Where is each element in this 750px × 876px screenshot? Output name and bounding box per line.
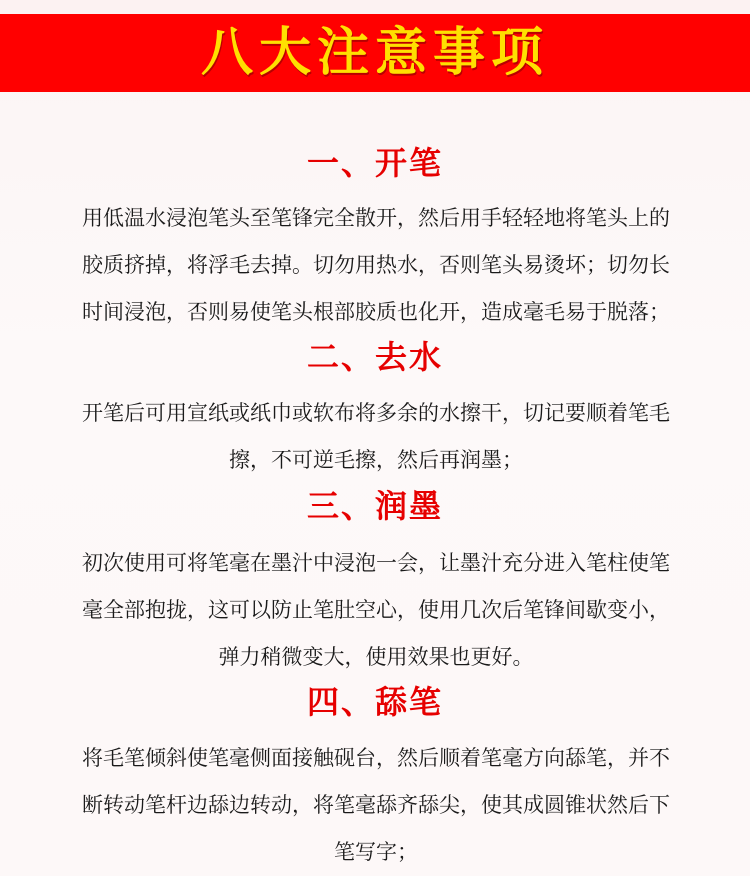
section-1-line-1: 用低温水浸泡笔头至笔锋完全散开，然后用手轻轻地将笔头上的 [82,206,670,230]
section-4-line-3: 笔写字； [334,840,418,864]
section-4-line-2: 断转动笔杆边舔边转动，将笔毫舔齐舔尖，使其成圆锥状然后下 [82,793,670,817]
section-4-line-1: 将毛笔倾斜使笔毫侧面接触砚台，然后顺着笔毫方向舔笔，并不 [82,746,670,770]
section-title-1: 一、开笔 [306,144,443,182]
section-body-2 [36,390,716,484]
title-banner [0,14,750,92]
section-body-1 [36,195,716,336]
section-title-2: 二、去水 [306,338,443,376]
section-1-line-3: 时间浸泡，否则易使笔头根部胶质也化开，造成毫毛易于脱落； [82,300,670,324]
banner-title: 八大注意事项 [200,22,549,83]
top-strip [0,0,750,14]
section-body-3 [36,540,716,681]
section-title-4: 四、舔笔 [306,683,443,721]
section-title-3: 三、润墨 [306,487,443,525]
section-2-line-1: 开笔后可用宣纸或纸巾或软布将多余的水擦干，切记要顺着笔毛 [82,401,670,425]
section-3-line-1: 初次使用可将笔毫在墨汁中浸泡一会，让墨汁充分进入笔柱使笔 [82,551,670,575]
section-2-line-2: 擦，不可逆毛擦，然后再润墨； [229,448,523,472]
section-1-line-2: 胶质挤掉，将浮毛去掉。切勿用热水，否则笔头易烫坏；切勿长 [82,253,670,277]
section-3-line-2: 毫全部抱拢，这可以防止笔肚空心，使用几次后笔锋间歇变小， [82,598,670,622]
section-body-4 [36,735,716,876]
section-3-line-3: 弹力稍微变大，使用效果也更好。 [218,645,534,669]
